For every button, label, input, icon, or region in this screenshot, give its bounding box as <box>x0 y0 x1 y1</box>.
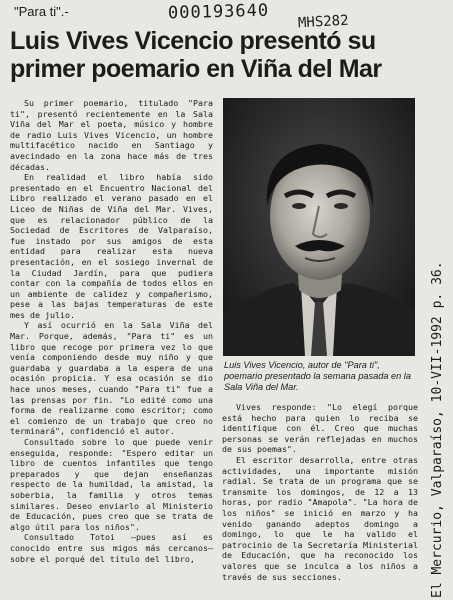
paragraph: Consultado Totoi —pues así es conocido entre sus migos más cercanos— sobre el porqué del título del libro, <box>10 532 213 564</box>
handwritten-archive-code: 000193640 <box>167 0 270 24</box>
article-left-column <box>10 98 213 598</box>
paragraph: Su primer poemario, titulado "Para ti", presentó recientemente en la Sala Viña del Mar el poeta, músico y hombre de radio Luis Vives Vicencio, un hombre multifacético nacido en Santiago y avecindado en la zona hace más de tres décadas. <box>10 98 213 172</box>
handwritten-reference: MHS282 <box>297 12 349 32</box>
paragraph: El escritor desarrolla, entre otras actividades, una importante misión radial. Se trata de un programa que se transmite los domingos, de 12 a 13 horas, por radio "Amapola". "La hora de los niños" se inició en marzo y ha venido ganando adeptos domingo a domingo, lo que le ha valido el patrocinio de la Secretaría Ministerial de Educación, que ha reconocido los valores que se inculca a los niños a través de sus secciones. <box>222 454 418 582</box>
photo-caption: Luis Vives Vicencio, autor de "Para ti", poemario presentado la semana pasada en la Sala Viña del Mar. <box>224 360 411 392</box>
section-kicker: "Para ti".- <box>14 4 69 19</box>
author-portrait-photo <box>223 98 415 356</box>
paragraph: Vives responde: "Lo elegí porque está hecho para quien lo reciba se identifique con él. Creo que muchas personas se verán reflejadas en muchos de sus poemas". <box>222 402 418 455</box>
handwritten-source-note: El Mercurio, Valparaíso, 10-VII-1992 p. 36. <box>430 261 445 598</box>
paragraph: Consultado sobre lo que puede venir enseguida, responde: "Espero editar un libro de cuentos infantiles que tengo preparados y que dejan enseñanzas respecto de la humildad, la amistad, la soberbia, la familia y otros temas similares. Deseo enviarlo al Ministerio de Educación, pues creo que se trata de algo útil para los niños". <box>10 437 213 532</box>
paragraph: Y así ocurrió en la Sala Viña del Mar. Porque, además, "Para ti" es un libro que recoge por primera vez lo que venía componiendo desde muy niño y que guardaba y guardaba a la espera de una ocasión propicia. Y esa ocasión se dio hace unos meses, cuando "Para ti" fue a las prensas por fin. "Lo edité como una forma de realizarme como escritor; como el comienzo de un trabajo que creo no terminará", confidenció el autor. <box>10 320 213 437</box>
paragraph: En realidad el libro había sido presentado en el Encuentro Nacional del Libro realizado el verano pasado en el Liceo de Niñas de Viña del Mar. Vives, que es relacionador público de la Sociedad de Escritores de Valparaíso, fue instado por sus amigos de esta entidad para realizar esta nueva presentación, en el sosiego invernal de la Ciudad Jardín, para que pudiera contar con la compañía de todos ellos en un ambiente de calidez y compañerismo, pese a las bajas temperaturas de este mes de julio. <box>10 172 213 320</box>
article-right-column <box>222 402 418 598</box>
portrait-illustration <box>223 98 415 356</box>
article-headline: Luis Vives Vicencio presentó su primer poemario en Viña del Mar <box>10 27 382 83</box>
